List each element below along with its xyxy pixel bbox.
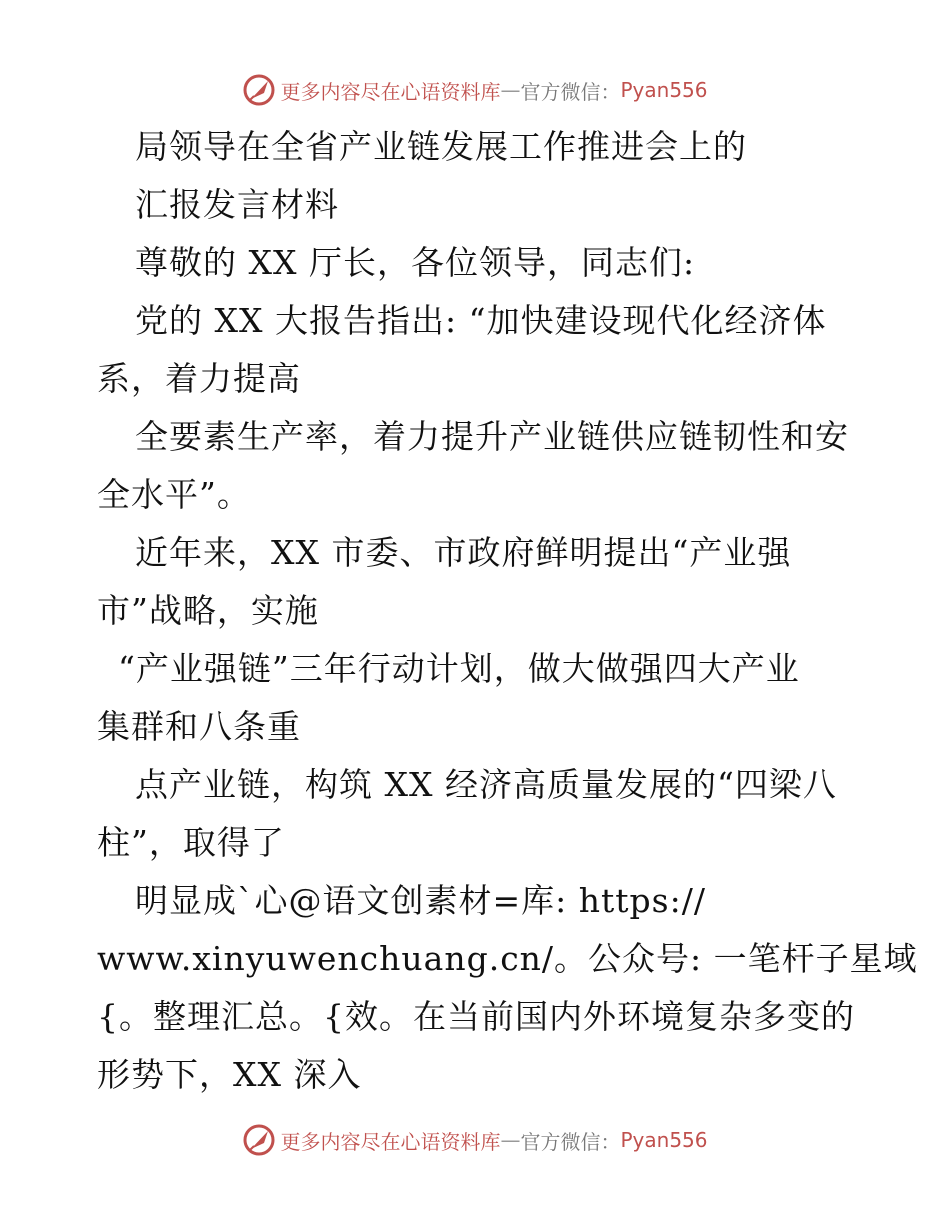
watermark-main-text: 更多内容尽在心语资料库 bbox=[280, 79, 501, 104]
doc-line: 全水平”。 bbox=[97, 475, 251, 514]
watermark-main-text: 更多内容尽在心语资料库 bbox=[280, 1129, 501, 1154]
doc-line: 党的 XX 大报告指出: “加快建设现代化经济体 bbox=[135, 301, 827, 340]
watermark-handle: Pyan556 bbox=[620, 1128, 708, 1152]
doc-line: 市”战略，实施 bbox=[97, 591, 319, 630]
doc-line: 明显成`心@语文创素材=库: https:// bbox=[135, 881, 706, 920]
doc-title-line-1: 局领导在全省产业链发展工作推进会上的 bbox=[135, 127, 747, 166]
doc-line: {。整理汇总。{效。在当前国内外环境复杂多变的 bbox=[97, 997, 855, 1036]
doc-line: “产业强链”三年行动计划，做大做强四大产业 bbox=[118, 649, 800, 688]
doc-line: 集群和八条重 bbox=[97, 707, 301, 746]
doc-line: 柱”，取得了 bbox=[97, 823, 285, 862]
quill-logo-icon bbox=[242, 1123, 276, 1157]
watermark-separator: — bbox=[500, 1128, 521, 1152]
doc-line: 近年来，XX 市委、市政府鲜明提出“产业强 bbox=[135, 533, 792, 572]
watermark-label: 官方微信： bbox=[520, 79, 621, 104]
watermark-separator: — bbox=[500, 78, 521, 102]
watermark-handle: Pyan556 bbox=[620, 78, 708, 102]
doc-title-line-2: 汇报发言材料 bbox=[135, 185, 339, 224]
doc-line: 形势下，XX 深入 bbox=[97, 1055, 362, 1094]
doc-line: www.xinyuwenchuang.cn/。公众号: 一笔杆子星域 bbox=[97, 939, 918, 978]
doc-line: 系，着力提高 bbox=[97, 359, 301, 398]
watermark-footer bbox=[0, 1120, 950, 1160]
watermark-label: 官方微信： bbox=[520, 1129, 621, 1154]
doc-salutation: 尊敬的 XX 厅长，各位领导，同志们: bbox=[135, 243, 696, 282]
doc-line: 全要素生产率，着力提升产业链供应链韧性和安 bbox=[135, 417, 849, 456]
doc-line: 点产业链，构筑 XX 经济高质量发展的“四梁八 bbox=[135, 765, 837, 804]
